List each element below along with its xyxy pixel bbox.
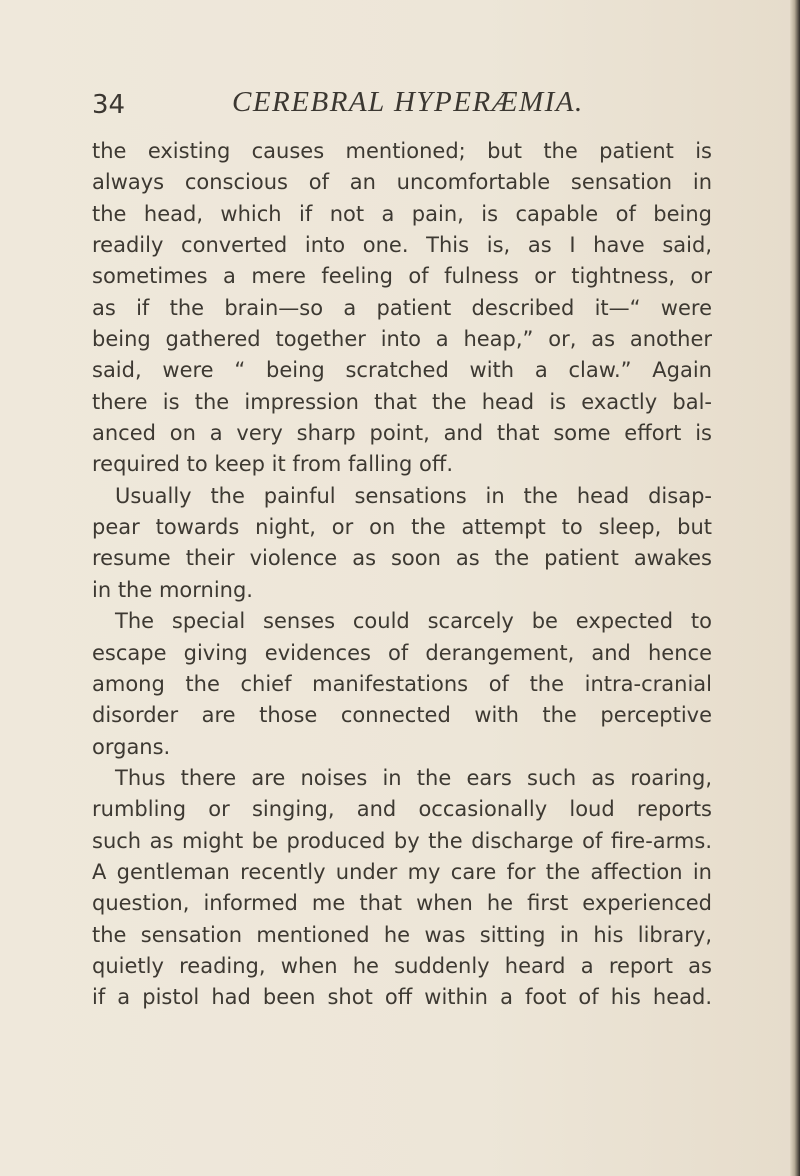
text-line: as if the brain—so a patient described it—“ were — [92, 295, 712, 320]
text-line: sometimes a mere feeling of fulness or tightness, or — [92, 264, 712, 289]
text-line: readily converted into one. This is, as I have said, — [92, 233, 712, 258]
text-line: anced on a very sharp point, and that some effort is — [92, 421, 712, 446]
text-line: A gentleman recently under my care for the affection in — [92, 859, 712, 884]
text-line: resume their violence as soon as the patient awakes — [92, 546, 712, 571]
text-line: if a pistol had been shot off within a foot of his head. — [92, 985, 712, 1010]
text-line: always conscious of an uncomfortable sensation in — [92, 170, 712, 195]
text-line: said, were “ being scratched with a claw.” Again — [92, 358, 712, 383]
text-line: rumbling or singing, and occasionally loud reports — [92, 797, 712, 822]
text-line: in the morning. — [92, 577, 253, 602]
page-number: 34 — [92, 90, 126, 120]
body-text — [92, 136, 712, 1014]
text-line: pear towards night, or on the attempt to sleep, but — [92, 515, 712, 540]
running-title: CEREBRAL HYPERÆMIA. — [232, 86, 584, 118]
text-line: escape giving evidences of derangement, and hence — [92, 640, 712, 665]
page-header — [92, 86, 692, 126]
text-line: quietly reading, when he suddenly heard a report as — [92, 953, 712, 978]
text-line: organs. — [92, 734, 171, 759]
text-line: the existing causes mentioned; but the patient is — [92, 139, 712, 163]
text-line: the head, which if not a pain, is capable of being — [92, 201, 712, 226]
text-line: disorder are those connected with the perceptive — [92, 703, 712, 728]
text-line: among the chief manifestations of the intra-cranial — [92, 671, 712, 696]
text-line: the sensation mentioned he was sitting in his library, — [92, 922, 712, 947]
text-line: being gathered together into a heap,” or, as another — [92, 327, 712, 352]
page-edge — [790, 0, 800, 1176]
text-line: such as might be produced by the discharge of fire-arms. — [92, 828, 712, 853]
text-line: Usually the painful sensations in the head disap- — [115, 483, 712, 508]
text-line: The special senses could scarcely be expected to — [115, 609, 712, 634]
text-line: there is the impression that the head is exactly bal- — [92, 389, 712, 414]
text-line: required to keep it from falling off. — [92, 452, 454, 477]
text-line: question, informed me that when he first experienced — [92, 891, 712, 916]
text-line: Thus there are noises in the ears such as roaring, — [115, 765, 712, 790]
